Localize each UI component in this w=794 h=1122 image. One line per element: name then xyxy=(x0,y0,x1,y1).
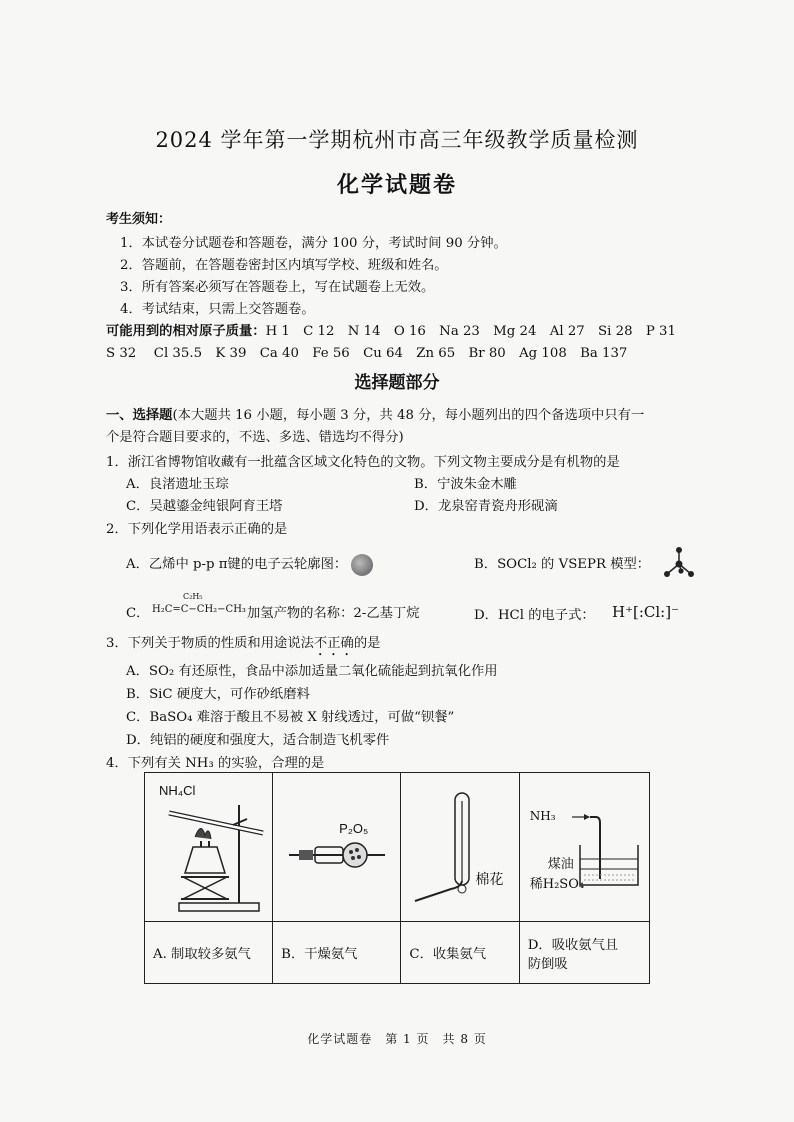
hcl-electron-formula: H⁺[:Cl:]⁻ xyxy=(612,603,680,621)
q3-stem-post: 的是 xyxy=(353,636,381,651)
caption-d xyxy=(519,922,649,984)
label-nh4cl: NH₄Cl xyxy=(159,783,196,798)
label-nh3: NH₃ xyxy=(529,809,556,823)
q3-option-a: A．SO₂ 有还原性，食品中添加适量二氧化硫能起到抗氧化作用 xyxy=(126,664,498,679)
q1-stem: 1．浙江省博物馆收藏有一批蕴含区域文化特色的文物。下列文物主要成分是有机物的是 xyxy=(106,455,620,470)
drying-tube-image xyxy=(287,835,387,875)
note-item-4: 4．考试结束，只需上交答题卷。 xyxy=(120,302,315,317)
section-intro xyxy=(106,404,644,423)
q2-option-c-text: 加氢产物的名称：2-乙基丁烷 xyxy=(247,606,420,621)
label-cotton: 棉花 xyxy=(475,872,504,888)
q2-option-a-text: A．乙烯中 p-p π键的电子云轮廓图： xyxy=(126,557,348,572)
caption-d-line-1: D．吸收氨气且 xyxy=(527,937,619,953)
exam-title: 2024 学年第一学期杭州市高三年级教学质量检测 xyxy=(155,128,639,152)
q3-option-b: B．SiC 硬度大，可作砂纸磨料 xyxy=(126,687,310,702)
q2-stem: 2．下列化学用语表示正确的是 xyxy=(106,522,288,537)
exam-subtitle: 化学试题卷 xyxy=(336,173,457,198)
q1-option-d: D．龙泉窑青瓷舟形砚滴 xyxy=(414,499,558,514)
apparatus-a-cell xyxy=(145,773,273,922)
page-footer: 化学试题卷 第 1 页 共 8 页 xyxy=(307,1032,487,1046)
q2-option-d: D．HCl 的电子式： xyxy=(474,608,595,623)
caption-c: C．收集氨气 xyxy=(401,922,519,984)
gas-collection-tube-image xyxy=(411,789,481,909)
atomic-masses-line-2: S 32 Cl 35.5 K 39 Ca 40 Fe 56 Cu 64 Zn 65 Br 80 Ag 108 Ba 137 xyxy=(106,346,628,361)
apparatus-d-cell xyxy=(519,773,649,922)
q3-option-c: C．BaSO₄ 难溶于酸且不易被 X 射线透过，可做“钡餐” xyxy=(126,710,455,725)
section-intro-label: 一、选择题 xyxy=(106,408,173,423)
q3-stem-emphasis: 不正确 xyxy=(313,636,354,651)
q3-stem xyxy=(106,632,380,659)
notes-heading: 考生须知： xyxy=(106,212,172,227)
q2-option-c-formula: H₂C=C−CH₂−CH₃ xyxy=(152,604,246,615)
section-intro-line-2: 个是符合题目要求的，不选、多选、错选均不得分) xyxy=(106,430,404,445)
vsepr-tetrahedral-model-image xyxy=(662,546,696,580)
note-item-3: 3．所有答案必须写在答题卷上，写在试题卷上无效。 xyxy=(120,280,435,295)
note-item-2: 2．答题前，在答题卷密封区内填写学校、班级和姓名。 xyxy=(120,258,448,273)
q1-option-a: A．良渚遗址玉琮 xyxy=(126,477,229,492)
heating-apparatus-image xyxy=(155,799,265,917)
q2-option-c-prefix: C． xyxy=(126,606,150,621)
section-title: 选择题部分 xyxy=(354,373,440,393)
apparatus-c-cell xyxy=(401,773,519,922)
caption-d-line-2: 防倒吸 xyxy=(527,956,568,972)
caption-a: A. 制取较多氨气 xyxy=(145,922,273,984)
section-intro-text: (本大题共 16 小题，每小题 3 分，共 48 分，每小题列出的四个备选项中只有一 xyxy=(172,408,645,423)
q2-option-c-ethyl: C₂H₅ xyxy=(183,592,203,601)
label-p2o5: P₂O₅ xyxy=(339,821,369,836)
q4-apparatus-table xyxy=(144,772,650,984)
q4-stem: 4．下列有关 NH₃ 的实验，合理的是 xyxy=(106,756,325,771)
label-dilute-sulfuric-acid: 稀H₂SO₄ xyxy=(529,877,585,892)
pi-bond-orbital-image xyxy=(351,554,373,576)
q3-stem-pre: 3．下列关于物质的性质和用途说法 xyxy=(106,636,314,651)
q1-option-b: B．宁波朱金木雕 xyxy=(414,477,517,492)
atomic-masses-line-1 xyxy=(106,320,676,339)
caption-b: B．干燥氨气 xyxy=(273,922,401,984)
q1-option-c: C．吴越鎏金纯银阿育王塔 xyxy=(126,499,283,514)
q2-option-b: B．SOCl₂ 的 VSEPR 模型： xyxy=(474,557,651,572)
apparatus-b-cell xyxy=(273,773,401,922)
q2-option-a xyxy=(126,553,373,576)
note-item-1: 1．本试卷分试题卷和答题卷，满分 100 分，考试时间 90 分钟。 xyxy=(120,236,507,251)
label-kerosene: 煤油 xyxy=(547,857,574,872)
q3-option-d: D．纯铝的硬度和强度大，适合制造飞机零件 xyxy=(126,733,390,748)
atomic-masses-label: 可能用到的相对原子质量： xyxy=(106,324,266,339)
absorption-beaker-image xyxy=(570,801,648,891)
atomic-masses-values-1: H 1 C 12 N 14 O 16 Na 23 Mg 24 Al 27 Si 28 P 31 xyxy=(265,324,676,339)
